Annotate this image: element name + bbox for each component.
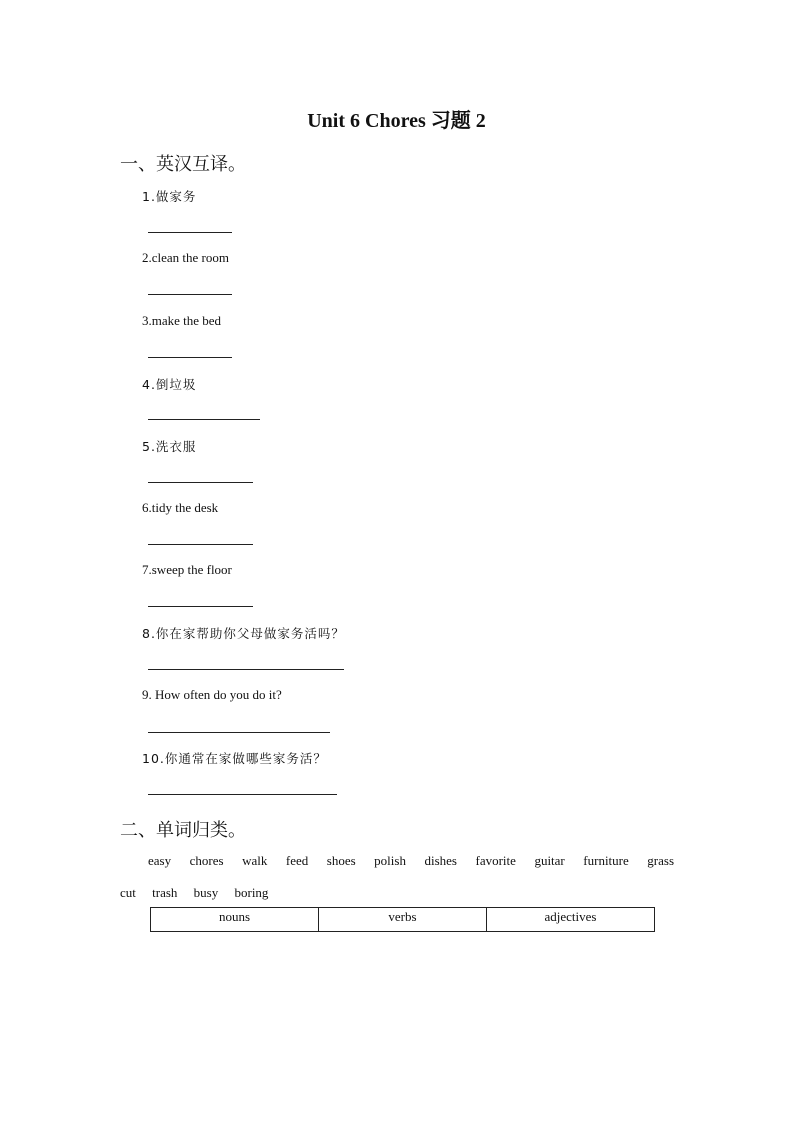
answer-line-4[interactable] <box>148 419 260 420</box>
word-item: trash <box>152 885 178 900</box>
section2-heading: 二、单词归类。 <box>120 820 246 841</box>
word-item: guitar <box>534 853 565 868</box>
question-5: 5.洗衣服 <box>142 439 197 454</box>
page-title: Unit 6 Chores 习题 2 <box>307 110 486 132</box>
word-item: grass <box>647 853 674 868</box>
word-item: busy <box>193 885 219 900</box>
word-item: walk <box>242 853 268 868</box>
answer-line-10[interactable] <box>148 794 337 795</box>
word-bank-line-1 <box>148 853 674 869</box>
word-item: favorite <box>475 853 516 868</box>
answer-line-3[interactable] <box>148 357 232 358</box>
answer-line-5[interactable] <box>148 482 253 483</box>
question-9: 9. How often do you do it? <box>142 687 282 702</box>
question-4: 4.倒垃圾 <box>142 377 197 392</box>
section1-heading: 一、英汉互译。 <box>120 154 246 175</box>
question-7: 7.sweep the floor <box>142 562 232 577</box>
category-table <box>150 907 655 932</box>
question-6: 6.tidy the desk <box>142 500 219 515</box>
word-item: dishes <box>424 853 457 868</box>
word-bank-line-2 <box>120 885 281 901</box>
answer-line-7[interactable] <box>148 606 253 607</box>
column-header-adjectives: adjectives <box>487 908 655 932</box>
answer-line-8[interactable] <box>148 669 344 670</box>
question-1: 1.做家务 <box>142 189 197 204</box>
question-3: 3.make the bed <box>142 313 222 328</box>
column-header-verbs: verbs <box>319 908 487 932</box>
answer-line-2[interactable] <box>148 294 232 295</box>
word-item: polish <box>374 853 406 868</box>
word-item: shoes <box>326 853 356 868</box>
question-10: 10.你通常在家做哪些家务活？ <box>142 751 327 766</box>
word-item: easy <box>148 853 172 868</box>
answer-line-6[interactable] <box>148 544 253 545</box>
word-item: furniture <box>583 853 629 868</box>
word-item: feed <box>285 853 309 868</box>
question-8: 8.你在家帮助你父母做家务活吗？ <box>142 626 345 641</box>
word-item: boring <box>234 885 269 900</box>
word-item: cut <box>120 885 136 900</box>
question-2: 2.clean the room <box>142 250 229 265</box>
column-header-nouns: nouns <box>151 908 319 932</box>
word-item: chores <box>189 853 224 868</box>
answer-line-1[interactable] <box>148 232 232 233</box>
table-header-row <box>151 908 655 932</box>
answer-line-9[interactable] <box>148 732 330 733</box>
